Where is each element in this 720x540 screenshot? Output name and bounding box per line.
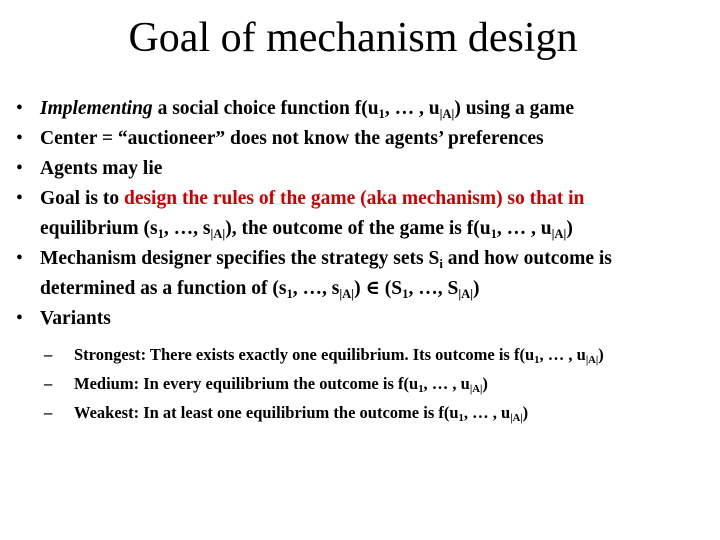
bullet-list (0, 94, 720, 427)
bullet-center: • Center = “auctioneer” does not know the agents’ preferences (0, 124, 720, 154)
bullet-designer-specifies: • Mechanism designer specifies the strategy sets $S_i$ and how outcome is determined as a function of ($s_1$, …, $s_{|A|}$) ∈ ($S_1$, …, $S_{|A|}$) (0, 244, 720, 304)
variant-medium: – Medium: In every equilibrium the outcome is $f(u_1$, … , $u_{|A|}$) (0, 369, 720, 398)
bullet-variants: • Variants (0, 304, 720, 334)
bullet-dot: • (16, 158, 23, 179)
dash-marker: – (44, 345, 53, 364)
dash-marker: – (44, 403, 53, 422)
bullet-dot: • (16, 128, 23, 149)
bullet-goal: • Goal is to design the rules of the game (aka mechanism) so that in equilibrium ($s_1$, …, $s_{|A|}$), the outcome of the game is $f(u_1$, … , $u_{|A|}$) (0, 184, 720, 244)
slide-title: Goal of mechanism design (128, 15, 578, 61)
variant-weakest: – Weakest: In at least one equilibrium the outcome is $f(u_1$, … , $u_{|A|}$) (0, 398, 720, 427)
bullet-dot: • (16, 188, 23, 209)
emphasis-implementing: Implementing (40, 98, 153, 119)
bullet-agents-lie: • Agents may lie (0, 154, 720, 184)
highlight-design-rules: design the rules of the game (aka mechanism) so that in (123, 188, 585, 209)
bullet-dot: • (16, 248, 23, 269)
bullet-dot: • (16, 308, 23, 329)
variant-strongest: – Strongest: There exists exactly one equilibrium. Its outcome is $f(u_1$, … , $u_{|A|}$) (0, 340, 720, 369)
bullet-dot: • (16, 98, 23, 119)
dash-marker: – (44, 374, 53, 393)
bullet-implementing: • Implementing a social choice function $f(u_1$, … , $u_{|A|}$) using a game (0, 94, 720, 124)
